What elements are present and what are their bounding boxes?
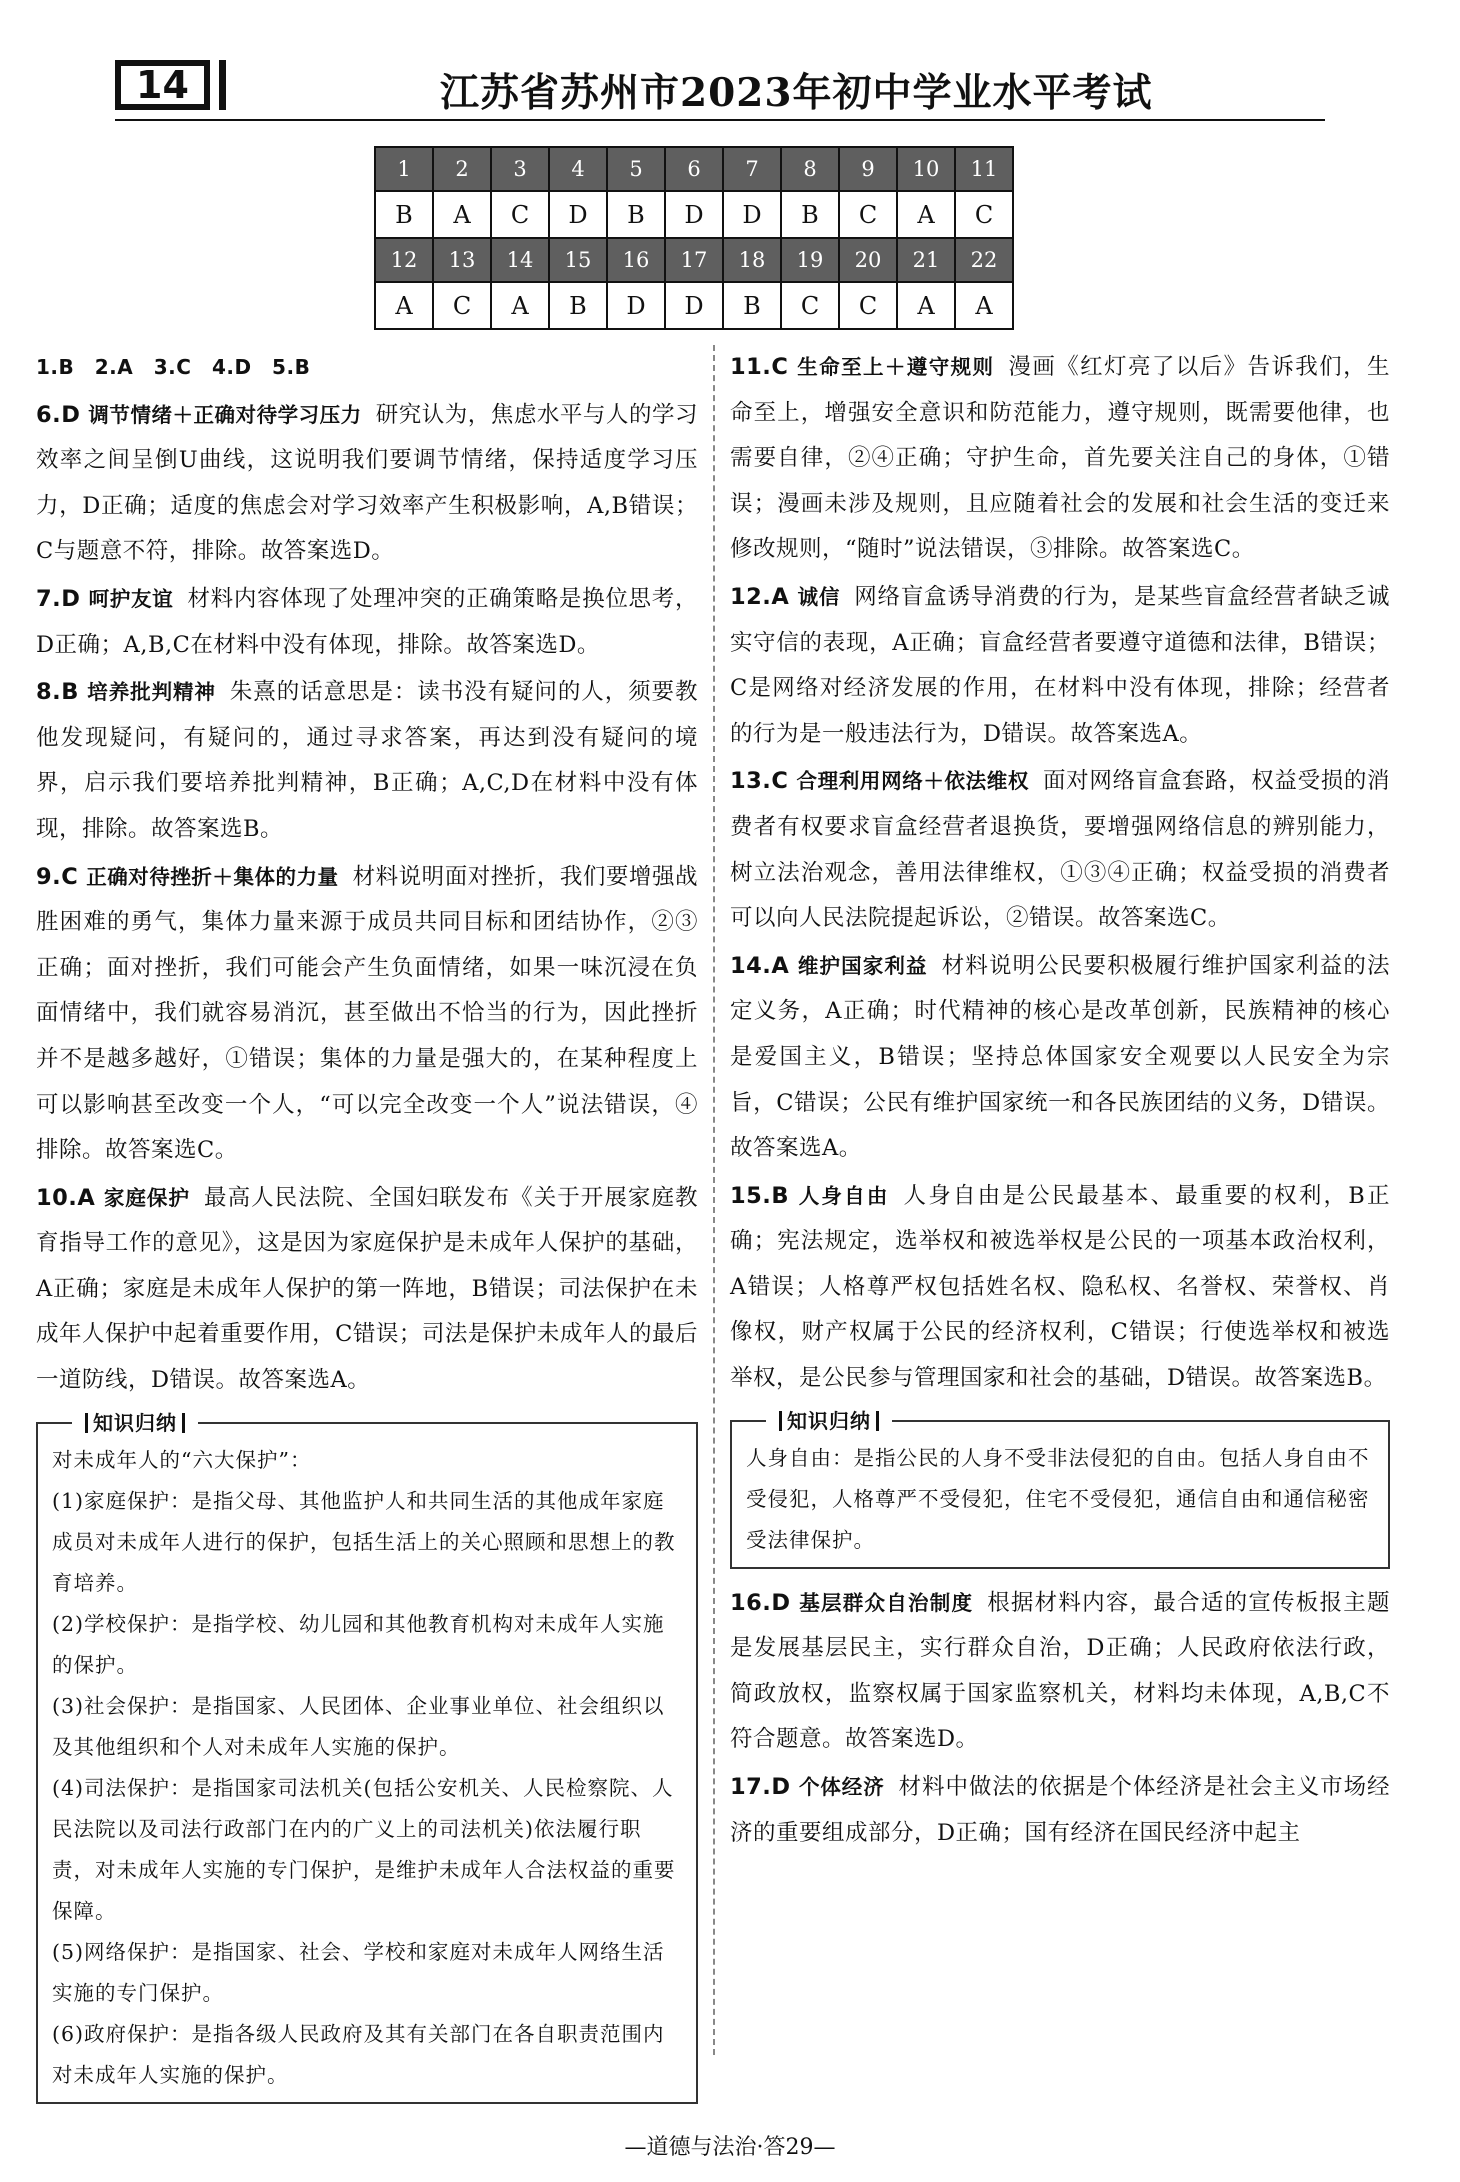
answer-table-number-row: [375, 147, 1013, 191]
question-number: 21: [897, 238, 955, 282]
knowledge-summary-box: [730, 1408, 1390, 1569]
answer-number: 8.B: [36, 679, 79, 706]
answer-text: 人身自由是公民最基本、最重要的权利，B正确；宪法规定，选举权和被选举权是公民的一项基本政治权利，A错误；人格尊严权包括姓名权、隐私权、名誉权、荣誉权、肖像权，财产权属于公民的经济权利，C错误；行使选举权和被选举权，是公民参与管理国家和社会的基础，D错误。故答案选B。: [730, 1182, 1390, 1392]
answer-number: 7.D: [36, 585, 81, 612]
answer-text: 材料说明面对挫折，我们要增强战胜困难的勇气，集体力量来源于成员共同目标和团结协作，②③正确；面对挫折，我们可能会产生负面情绪，如果一味沉浸在负面情绪中，我们就容易消沉，甚至做出不恰当的行为，因此挫折并不是越多越好，①错误；集体的力量是强大的，在某种程度上可以影响甚至改变一个人，“可以完全改变一个人”说法错误，④排除。故答案选C。: [36, 863, 698, 1164]
question-number: 13: [433, 238, 491, 282]
answer-cell: C: [839, 282, 897, 329]
explanation-q8: [36, 670, 698, 852]
answer-text: 材料中做法的依据是个体经济是社会主义市场经济的重要组成部分，D正确；国有经济在国民经济中起主: [730, 1774, 1390, 1846]
answer-number: 10.A: [36, 1184, 96, 1211]
answer-text: 最高人民法院、全国妇联发布《关于开展家庭教育指导工作的意见》，这是因为家庭保护是未成年人保护的基础，A正确；家庭是未成年人保护的第一阵地，B错误；司法保护在未成年人保护中起着重要作用，C错误；司法是保护未成年人的最后一道防线，D错误。故答案选A。: [36, 1184, 698, 1394]
summary-line: 人身自由：是指公民的人身不受非法侵犯的自由。包括人身自由不受侵犯，人格尊严不受侵犯，住宅不受侵犯，通信自由和通信秘密受法律保护。: [746, 1445, 1370, 1552]
answer-topic: 呵护友谊: [88, 586, 174, 611]
question-number: 18: [723, 238, 781, 282]
explanation-q17: [730, 1765, 1390, 1856]
answer-text: 朱熹的话意思是：读书没有疑问的人，须要教他发现疑问，有疑问的，通过寻求答案，再达到没有疑问的境界，启示我们要培养批判精神，B正确；A,C,D在材料中没有体现，排除。故答案选B。: [36, 679, 698, 842]
question-number: 20: [839, 238, 897, 282]
answer-cell: B: [549, 282, 607, 329]
answer-cell: B: [723, 282, 781, 329]
explanation-q9: [36, 855, 698, 1174]
question-number: 12: [375, 238, 433, 282]
answer-cell: B: [607, 191, 665, 238]
explanation-q11: [730, 345, 1390, 573]
question-number: 11: [955, 147, 1013, 191]
answer-number: 6.D: [36, 401, 81, 428]
box-title: 知识归纳: [766, 1406, 892, 1436]
answer-cell: A: [897, 191, 955, 238]
answer-table-answer-row: [375, 282, 1013, 329]
question-number: 8: [781, 147, 839, 191]
explanation-q13: [730, 759, 1390, 941]
summary-line: (4)司法保护：是指国家司法机关(包括公安机关、人民检察院、人民法院以及司法行政部门在内的广义上的司法机关)依法履行职责，对未成年人实施的专门保护，是维护未成年人合法权益的重要保障。: [52, 1775, 676, 1923]
answer-cell: A: [897, 282, 955, 329]
explanation-q15: [730, 1174, 1390, 1402]
answer-number: 17.D: [730, 1774, 791, 1801]
question-number: 4: [549, 147, 607, 191]
answer-cell: C: [781, 282, 839, 329]
answer-topic: 家庭保护: [103, 1185, 191, 1210]
answer-number: 11.C: [730, 354, 789, 380]
summary-line: (3)社会保护：是指国家、人民团体、企业事业单位、社会组织以及其他组织和个人对未成年人实施的保护。: [52, 1693, 665, 1759]
answer-cell: D: [723, 191, 781, 238]
answer-cell: A: [491, 282, 549, 329]
explanation-q16: [730, 1581, 1390, 1763]
answer-topic: 培养批判精神: [86, 680, 216, 705]
answer-topic: 合理利用网络＋依法维权: [796, 769, 1030, 794]
page-number-badge: 14: [115, 60, 210, 110]
answer-topic: 调节情绪＋正确对待学习压力: [88, 402, 362, 427]
question-number: 19: [781, 238, 839, 282]
answer-text: 根据材料内容，最合适的宣传板报主题是发展基层民主，实行群众自治，D正确；人民政府依法行政，简政放权，监察权属于国家监察机关，材料均未体现，A,B,C不符合题意。故答案选D。: [730, 1589, 1390, 1753]
question-number: 1: [375, 147, 433, 191]
knowledge-summary-box: [36, 1410, 698, 2104]
left-column: [36, 345, 698, 2116]
answer-cell: C: [491, 191, 549, 238]
answer-cell: C: [955, 191, 1013, 238]
exam-title: 江苏省苏州市2023年初中学业水平考试: [440, 70, 1153, 116]
answer-cell: A: [433, 191, 491, 238]
question-number: 17: [665, 238, 723, 282]
question-number: 7: [723, 147, 781, 191]
page-footer: —道德与法治·答29—: [624, 2135, 836, 2160]
answer-topic: 生命至上＋遵守规则: [796, 355, 995, 379]
question-number: 16: [607, 238, 665, 282]
answer-number: 9.C: [36, 863, 79, 890]
summary-line: (6)政府保护：是指各级人民政府及其有关部门在各自职责范围内对未成年人实施的保护。: [52, 2021, 665, 2087]
answer-cell: A: [955, 282, 1013, 329]
answer-number: 13.C: [730, 768, 789, 795]
answer-number: 12.A: [730, 583, 790, 610]
question-number: 22: [955, 238, 1013, 282]
question-number: 9: [839, 147, 897, 191]
answer-cell: A: [375, 282, 433, 329]
box-title: 知识归纳: [72, 1408, 198, 1438]
answer-cell: D: [665, 282, 723, 329]
answer-text: 网络盲盒诱导消费的行为，是某些盲盒经营者缺乏诚实守信的表现，A正确；盲盒经营者要遵守道德和法律，B错误；C是网络对经济发展的作用，在材料中没有体现，排除；经营者的行为是一般违法行为，D错误。故答案选A。: [730, 583, 1390, 747]
answer-topic: 维护国家利益: [797, 953, 928, 978]
answer-topic: 诚信: [797, 584, 841, 609]
answer-topic: 个体经济: [798, 1775, 885, 1800]
question-number: 2: [433, 147, 491, 191]
answer-text: 漫画《红灯亮了以后》告诉我们，生命至上，增强安全意识和防范能力，遵守规则，既需要他律，也需要自律，②④正确；守护生命，首先要关注自己的身体，①错误；漫画未涉及规则，且应随着社会的发展和社会生活的变迁来修改规则，“随时”说法错误，③排除。故答案选C。: [730, 354, 1390, 563]
answer-text: 研究认为，焦虑水平与人的学习效率之间呈倒U曲线，这说明我们要调节情绪，保持适度学习压力，D正确；适度的焦虑会对学习效率产生积极影响，A,B错误；C与题意不符，排除。故答案选D。: [36, 401, 698, 565]
answer-cell: D: [665, 191, 723, 238]
answer-cell: D: [549, 191, 607, 238]
answer-cell: C: [839, 191, 897, 238]
question-number: 14: [491, 238, 549, 282]
right-column: [730, 345, 1390, 1858]
question-number: 10: [897, 147, 955, 191]
explanation-q14: [730, 944, 1390, 1172]
answer-table-answer-row: [375, 191, 1013, 238]
answer-number: 14.A: [730, 952, 790, 979]
question-number: 15: [549, 238, 607, 282]
summary-line: (5)网络保护：是指国家、社会、学校和家庭对未成年人网络生活实施的专门保护。: [52, 1939, 665, 2005]
answer-cell: B: [375, 191, 433, 238]
page-header: [115, 52, 1325, 124]
summary-line: (1)家庭保护：是指父母、其他监护人和共同生活的其他成年家庭成员对未成年人进行的保护，包括生活上的关心照顾和思想上的教育培养。: [52, 1488, 676, 1595]
explanation-q7: [36, 577, 698, 668]
question-number: 5: [607, 147, 665, 191]
answer-text: 材料内容体现了处理冲突的正确策略是换位思考，D正确；A,B,C在材料中没有体现，排除。故答案选D。: [36, 585, 698, 658]
summary-line: (2)学校保护：是指学校、幼儿园和其他教育机构对未成年人实施的保护。: [52, 1611, 665, 1677]
column-divider: [713, 345, 715, 2055]
explanation-q6: [36, 393, 698, 575]
explanation-q10: [36, 1176, 698, 1404]
answer-number: 16.D: [730, 1589, 791, 1616]
answer-text: 材料说明公民要积极履行维护国家利益的法定义务，A正确；时代精神的核心是改革创新，民族精神的核心是爱国主义，B错误；坚持总体国家安全观要以人民安全为宗旨，C错误；公民有维护国家统一和各民族团结的义务，D错误。故答案选A。: [730, 952, 1390, 1162]
summary-line: 对未成年人的“六大保护”：: [52, 1447, 312, 1472]
answer-table: [374, 146, 1014, 330]
header-rule: [115, 119, 1325, 121]
answer-cell: C: [433, 282, 491, 329]
question-number: 6: [665, 147, 723, 191]
answer-cell: D: [607, 282, 665, 329]
answer-table-number-row: [375, 238, 1013, 282]
answer-text: 面对网络盲盒套路，权益受损的消费者有权要求盲盒经营者退换货，要增强网络信息的辨别能力，树立法治观念，善用法律维权，①③④正确；权益受损的消费者可以向人民法院提起诉讼，②错误。故答案选C。: [730, 768, 1390, 932]
answer-topic: 人身自由: [797, 1183, 890, 1208]
answer-cell: B: [781, 191, 839, 238]
question-number: 3: [491, 147, 549, 191]
answer-number: 15.B: [730, 1182, 790, 1209]
answer-topic: 正确对待挫折＋集体的力量: [86, 864, 339, 889]
answer-topic: 基层群众自治制度: [798, 1590, 974, 1615]
explanation-q12: [730, 575, 1390, 757]
short-answers: 1.B 2.A 3.C 4.D 5.B: [36, 355, 311, 379]
